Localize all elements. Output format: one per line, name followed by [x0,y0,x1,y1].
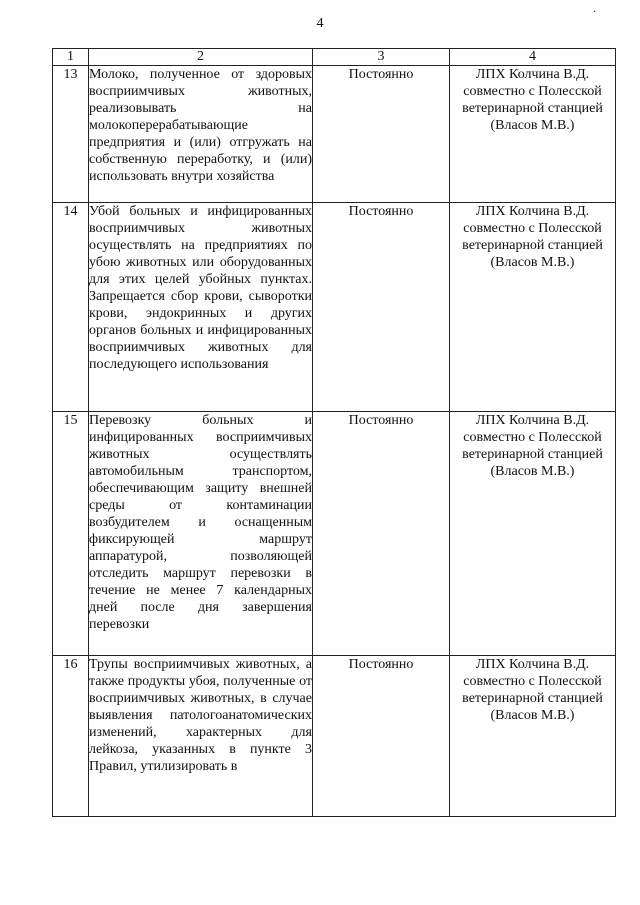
measure-description: Трупы восприимчивых животных, а также продукты убоя, полученные от восприимчивых животных, в случае выявления патологоанатомических изменений, характерных для лейкоза, указанных в пункте 3 Правил, утилизировать в [89,656,313,817]
responsible-party: ЛПХ Колчина В.Д. совместно с Полесской ветеринарной станцией (Власов М.В.) [450,203,616,412]
measures-table [52,48,616,817]
table-row [53,412,616,656]
measure-period: Постоянно [313,656,450,817]
corner-dot-mark: . [593,1,596,15]
measure-period: Постоянно [313,203,450,412]
table-row [53,66,616,203]
column-header-2: 2 [89,49,313,66]
responsible-party: ЛПХ Колчина В.Д. совместно с Полесской ветеринарной станцией (Власов М.В.) [450,66,616,203]
measure-description: Молоко, полученное от здоровых восприимчивых животных, реализовывать на молокоперерабатывающие предприятия и (или) отгружать на собственную переработку, и (или) использовать внутри хозяйства [89,66,313,203]
page-number: 4 [316,16,324,31]
row-number: 13 [53,66,89,203]
row-number: 14 [53,203,89,412]
measure-period: Постоянно [313,412,450,656]
column-header-4: 4 [450,49,616,66]
measure-description: Перевозку больных и инфицированных восприимчивых животных осуществлять автомобильным транспортом, обеспечивающим защиту внешней среды от контаминации возбудителем и оснащенным фиксирующей маршрут аппаратурой, позволяющей отследить маршрут перевозки в течение не менее 7 календарных дней после дня завершения перевозки [89,412,313,656]
measure-description: Убой больных и инфицированных восприимчивых животных осуществлять на предприятиях по убою животных или оборудованных для этих целей убойных пунктах. Запрещается сбор крови, сыворотки крови, эндокринных и других органов больных и инфицированных восприимчивых животных для последующего использования [89,203,313,412]
column-header-1: 1 [53,49,89,66]
table-row [53,203,616,412]
row-number: 15 [53,412,89,656]
table-row [53,656,616,817]
table-header-row [53,49,616,66]
row-number: 16 [53,656,89,817]
measure-period: Постоянно [313,66,450,203]
responsible-party: ЛПХ Колчина В.Д. совместно с Полесской ветеринарной станцией (Власов М.В.) [450,656,616,817]
responsible-party: ЛПХ Колчина В.Д. совместно с Полесской ветеринарной станцией (Власов М.В.) [450,412,616,656]
column-header-3: 3 [313,49,450,66]
